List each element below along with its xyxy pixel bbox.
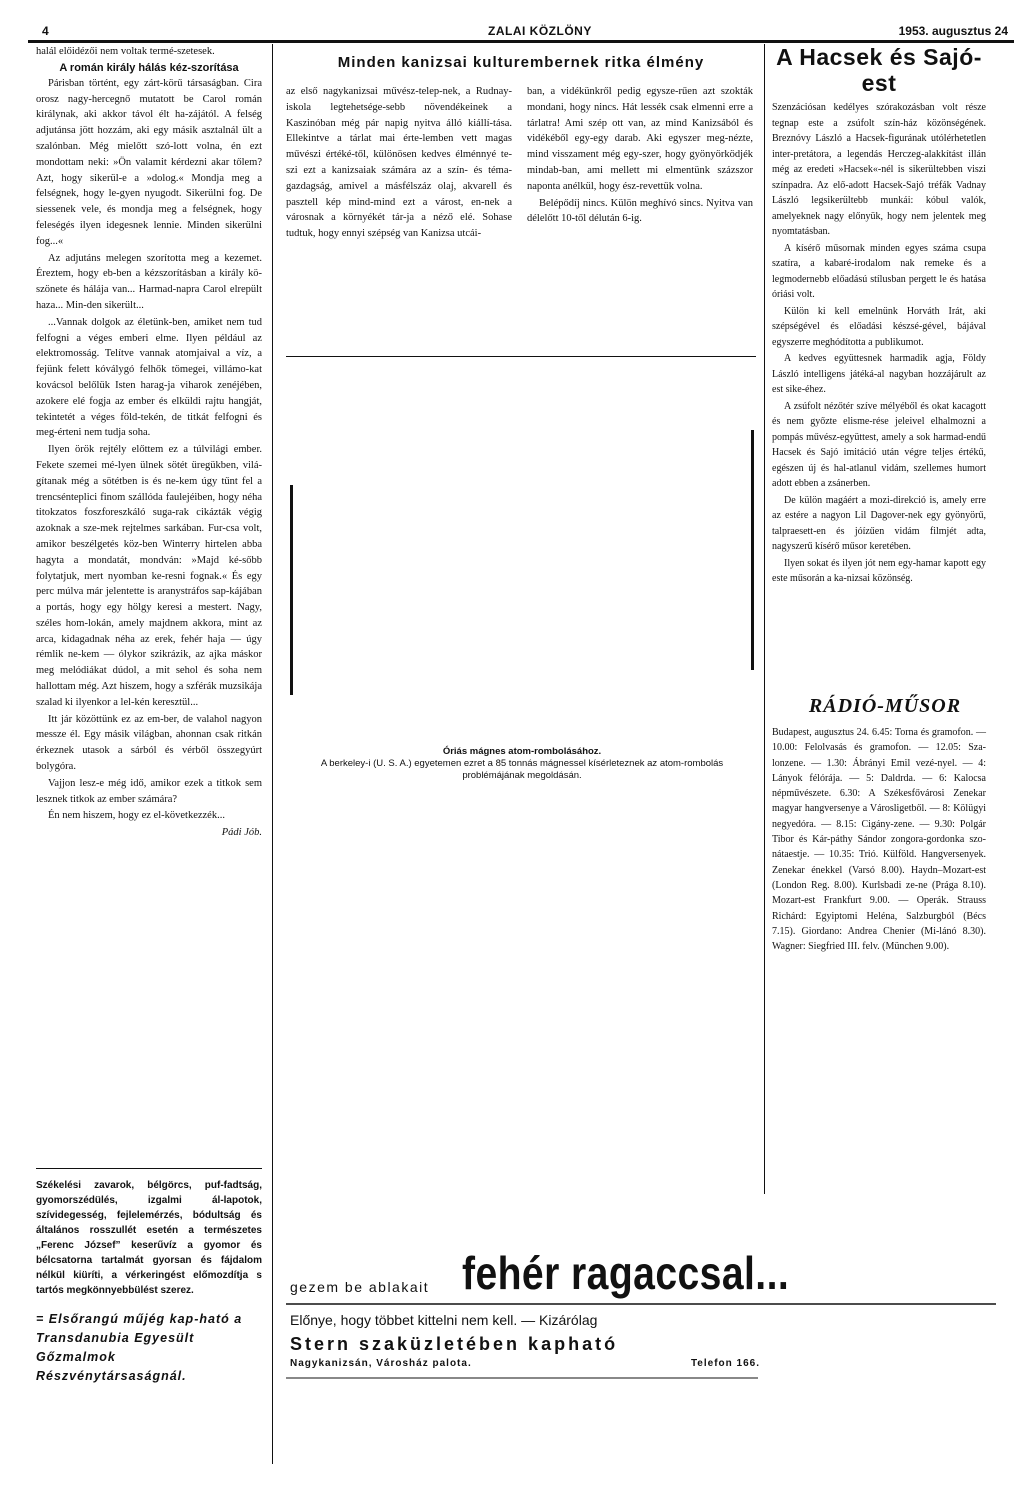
radio-program xyxy=(772,725,986,955)
article-paragraph: ban, a vidékünkről pedig egysze-rűen azt szokták mondani, hogy nincs. Hát lessék csak elmenni erre a tárlatra! Ami szép ott van, az mind Kanizsából és vidékéből egy-egy darab. Aki egyszer meg-nézte, mind visszament még egy-szer, hogy gyönyörködjék mindab-ban, ami mellett mi elmentünk százszor naponta anélkül, hogy ész-revettük volna. xyxy=(527,86,753,192)
ad-headline: fehér ragaccsal... xyxy=(462,1247,790,1299)
article-paragraph: A zsúfolt nézőtér szíve mélyéből és okat kacagott és nem győzte elisme-rése jeleivel elhalmozni a pompás művész-együttest, amely a sok harmad-endű Hacsek és Sajó imitáció után végre teljes értékű, egészen új és hal-atlanul vidám, szellemes humort adott ebben a zsánerben. xyxy=(772,400,986,489)
article-heading: A román király hálás kéz-szorítása xyxy=(59,61,239,74)
ad-line-3: Stern szaküzletében kapható xyxy=(290,1334,619,1354)
magnet-photo xyxy=(290,370,754,740)
article-column-2 xyxy=(286,84,512,243)
photo-image xyxy=(290,370,754,740)
article-paragraph: Szenzációsan kedélyes szórakozásban volt része tegnap este a zsúfolt szín-ház közönségének. Breznóvy László a Hacsek-figurának utólérhetetlen inter-pretátora, a legendás Herczeg-alakkítást illán még az eredeti »Hacsek«-nél is sikerültebben viszi színpadra. Az elő-adott Hacsek-Sajó tréfák Vadnay László legsikerültebb munkái: kóbul valók, amelyeknek nagy előnyük, hogy nem jelentek meg nyomtatásban. xyxy=(772,102,986,237)
ragacs-ad xyxy=(286,1188,996,1450)
page-number: 4 xyxy=(42,24,49,38)
ad-line-4 xyxy=(290,1358,760,1369)
article-paragraph: Párisban történt, egy zárt-körű társaságban. Cira orosz nagy-hercegnő mutatott be Carol román királynak, aki akkor távol élt ha-zájától. A felség adjutánsa jött hozzám, aki egy másik asztalnál ült a szalónban. Még mielőtt szó-lott volna, én ezt mondottam neki: »Ön valamit kérdezni akar tőlem? Azt, hogy sikerül-e a »dolog.« Mondja meg a felségnek, hogy le-gyen nyugodt. Sikerülni fog. De siessenek vele, és mondja meg a felségnek, hogy feleségés ilyen idegesnek lennie. Minden sikerülni fog...« xyxy=(36,77,262,247)
photo-caption xyxy=(290,746,754,782)
article-signature: Pádi Jób. xyxy=(221,827,262,839)
article-paragraph: Ilyen sokat és ilyen jót nem egy-hamar kapott egy este műsorán a ka-nizsai közönség. xyxy=(772,557,986,584)
ad-line-2: Előnye, hogy többet kittelni nem kell. — Kizárólag xyxy=(290,1312,598,1328)
article-paragraph: A kísérő műsornak minden egyes száma csupa szatíra, a kabaré-irodalom nak remeke és a legmodernebb előadású stílusban pergett le és hatása óriási volt. xyxy=(772,242,986,300)
section-divider xyxy=(286,356,756,357)
article-paragraph: Külön ki kell emelnünk Horváth Irát, aki szépségével és előadási készsé-gével, bájával egyszerre meghódította a publikumot. xyxy=(772,305,986,348)
article-paragraph: A kedves együttesnek harmadik agja, Földy László intelligens játéká-al nagyban hozzájárult az est sike-éhez. xyxy=(772,353,986,395)
article-heading: A Hacsek és Sajó-est xyxy=(776,44,982,96)
article-paragraph: az első nagykanizsai művész-telep-nek, a Rudnay-iskola legtehetsége-sebb növendékeinek a Kaszinóban még pár napig nyitva álló kiállí-tása. Ellekintve a tárlat mai érte-lemben vett magas művészi értéké-től, különösen kedves élménnyé te-szi ezt a kanizsaiak számára az a szín- és téma-gazdagság, amivel a másfélszáz olaj, akvarell és pasztell kép mind-mind ezt a várost, en-nek a városnak a környékét tár-ja a néző elé. Sohase tudtuk, hogy ennyi szépség van Kanizsa utcái- xyxy=(286,86,512,240)
article-text: halál előidézői nem voltak termé-szetesek. xyxy=(36,46,215,57)
article-paragraph: Itt jár közöttünk ez az em-ber, de valahol nagyon messze él. Egy másik világban, ahonnan csak ritkán érkeznek utasok a sárból és vérből összegyúrt bolygóra. xyxy=(36,713,262,773)
masthead xyxy=(28,26,1014,43)
caption-text: A berkeley-i (U. S. A.) egyetemen ezret a 85 tonnás mágnessel kísérleteznek az atom-rombolás problémájának megoldásán. xyxy=(320,758,724,781)
article-paragraph: Én nem hiszem, hogy ez el-következzék... xyxy=(48,810,225,822)
article-paragraph: Vajjon lesz-e még idő, amikor ezek a titkok sem lesznek titkok az ember számára? xyxy=(36,777,262,805)
article-paragraph: Belépődíj nincs. Külön meghívó sincs. Nyitva van délelőtt 10-től délután 6-ig. xyxy=(527,197,753,225)
article-column-1 xyxy=(36,44,262,842)
article-column-4 xyxy=(772,44,986,588)
ad-line-1: gezem be ablakait xyxy=(290,1279,430,1295)
column-divider xyxy=(36,1168,262,1169)
column-rule xyxy=(764,44,765,1194)
radio-heading: RÁDIÓ-MŰSOR xyxy=(808,695,962,717)
article-paragraph: Ilyen örök rejtély előttem ez a túlvilági ember. Fekete szemei mé-lyen ülnek sötét üregükben, vilá-gítanak még a sötétben is és ne-kem úgy tűnt fel a trencsénteplici finom szállóda faulejéiben, hogy néha titokzatos foszforeszkáló suga-rak cikázták végig azoknak a sze-mek rejtelmes sarkában. Fur-csa volt, amikor beszélgetés köz-ben Winterry hirtelen abba hagyta a mondatát, mondván: »Majd ké-sőbb folytatjuk, mert nyomban ke-resni fognak.« És egy perc múlva már jelentette is aranystráfos sap-kájában a portás, hogy egy hölgy keresi a mestert. Nagy, széles hom-lokán, amely majdnem akkora, mint az arca, kidagadnak néha az erek, fehér haja — úgy rémlik ne-kem — ólykor szikrázik, az ajka máskor meg melódiákat dúdol, a mit sehol és soha nem hallottam még. Azt hiszem, hogy a szférák muzsikája szalad ki ilyenkor a lel-kén keresztül... xyxy=(36,444,262,708)
caption-title: Óriás mágnes atom-rombolásához. xyxy=(442,746,602,757)
issue-date: 1953. augusztus 24 xyxy=(898,24,1008,38)
ad-address: Nagykanizsán, Városház palota. xyxy=(290,1358,472,1369)
ad-phone: Telefon 166. xyxy=(690,1358,760,1369)
article-column-3 xyxy=(527,84,753,228)
paper-title: ZALAI KÖZLÖNY xyxy=(488,24,592,38)
article-paragraph: De külön magáért a mozi-direkció is, amely erre az estére a nagyon Lil Dagover-nek egy gyönyörű, talpraesett-en és jóízűen vidám filmjét adta, nagyszerű kísérő műsor keretében. xyxy=(772,494,986,552)
radio-text: Budapest, augusztus 24. 6.45: Torna és gramofon. — 10.00: Felolvasás és gramofon. — 12.05: Sza-lonzene. — 1.30: Ábrányi Emil vezé-nyel. — 4: Lányok félórája. — 5: Daldrda. — 6: Kalocsa népművészete. 6.30: A Székesfővárosi Zenekar magyar hangversenye a Városligetből. — 8: Kölügyi negyedóra. — 8.15: Cigány-zene. — 9.30: Polgár Tibor és Kár-páthy Sándor zongora-gordonka szo-nátaestje. — 10.35: Trió. Külföld. Hangversenyek. Zenekar énekkel (Varsó 8.00). Haydn–Mozart-est (London Reg. 8.00). Kurlsbadi ze-ne (Prága 8.10). Mozart-est Frankfurt 9.00. — Operák. Strauss Richárd: Egyiptomi Heléna, Salzburgból (Bécs 7.15). Giordano: Andrea Chenier (Mi-lánó 8.30). Wagner: Siegfried III. felv. (München 9.00). xyxy=(772,727,986,953)
article-paragraph: ...Vannak dolgok az életünk-ben, amiket nem tud felfogni a véges emberi elme. Ilyen például az elektromosság. Telítve vannak atomjaival a víz, a fejünk felett kóválygó felhők tömegei, villámo-kat kovácsol belőlük Isten harag-ja viharok zenéjében, azokere elé fogja az ember és elküldi rajtu hangját, tekintetét a véges föld-tekén, de titkát felfogni és meg-érteni nem tudja soha. xyxy=(36,316,262,439)
article-paragraph: Az adjutáns melegen szorította meg a kezemet. Éreztem, hogy eb-ben a kézszorításban a király kö-szönete és hálája van... Harmad-napra Carol elrepült haza... Min-den sikerült... xyxy=(36,252,262,311)
banner-headline: Minden kanizsai kulturembernek ritka élmény xyxy=(337,54,705,71)
mujeg-ad: = Elsőrangú műjég kap-ható a Transdanubia Egyesült Gőzmalmok Részvénytársaságnál. xyxy=(36,1312,243,1383)
column-rule xyxy=(272,44,273,1464)
keseruviz-ad: Székelési zavarok, bélgörcs, puf-fadtság, gyomorszédülés, izgalmi ál-lapotok, szívidegesség, fejlelemérzés, bódultság és általános rosszullét esetén a természetes „Ferenc József” keserűvíz a gyomor és bélcsatorna tartalmát gyorsan és fájdalom nélkül kiüríti, a vérkeringést előmozdítja s tartós megkönnyebbülést szerez. xyxy=(36,1180,262,1296)
